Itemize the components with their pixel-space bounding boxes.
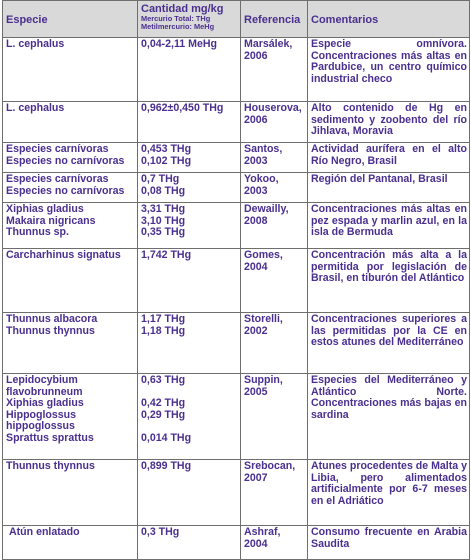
cell-comment: Concentraciones más altas en pez espada y marlin azul, en la isla de Bermuda: [308, 203, 470, 249]
cell-comment: Especies del Mediterráneo y Atlántico Norte. Concentraciones más bajas en sardina: [308, 374, 470, 460]
cell-species: [3, 313, 138, 374]
cell-quantity-line: 1,17 THg: [141, 313, 186, 325]
cell-reference-line: Houserova,: [244, 102, 302, 114]
cell-quantity: [138, 203, 241, 249]
table-row: [3, 374, 470, 460]
cell-reference-line: Srebocan,: [244, 460, 296, 472]
cell-quantity: [138, 38, 241, 102]
cell-quantity-line: 3,10 THg: [141, 214, 186, 227]
cell-reference-line: Dewailly,: [244, 203, 289, 215]
cell-reference-line: 2003: [244, 184, 268, 197]
cell-quantity: [138, 102, 241, 143]
cell-species-line: L. cephalus: [6, 38, 65, 50]
cell-species: [3, 249, 138, 313]
cell-quantity-line: 0,63 THg: [141, 374, 186, 386]
cell-quantity: [138, 249, 241, 313]
cell-species: [3, 173, 138, 203]
table-row: [3, 173, 470, 203]
cell-species-line: Xiphias gladius: [6, 203, 84, 215]
table-row: [3, 249, 470, 313]
cell-reference-line: 2008: [244, 214, 268, 227]
cell-comment: Región del Pantanal, Brasil: [308, 173, 470, 203]
cell-reference: [241, 374, 308, 460]
cell-species-line: Thunnus thynnus: [6, 324, 95, 337]
cell-reference-line: 2006: [244, 49, 268, 62]
cell-comment: Especie omnívora. Concentraciones más altas en Pardubice, un centro químico industrial checo: [308, 38, 470, 102]
cell-species: [3, 38, 138, 102]
cell-species-line: Hippoglossus: [6, 408, 77, 421]
cell-reference: [241, 460, 308, 526]
cell-quantity-line: 1,18 THg: [141, 324, 186, 337]
cell-reference-line: Suppin,: [244, 374, 283, 386]
cell-reference: [241, 143, 308, 173]
cell-species-line: Thunnus thynnus: [6, 460, 95, 472]
cell-quantity-line: 0,29 THg: [141, 408, 186, 421]
cell-species-line: Atún enlatado: [9, 526, 80, 538]
cell-reference: [241, 249, 308, 313]
header-quantity-title: Cantidad mg/kg: [141, 3, 224, 15]
cell-quantity: [138, 313, 241, 374]
table-body: [3, 38, 470, 560]
table-row: [3, 38, 470, 102]
cell-species: [3, 143, 138, 173]
cell-reference-line: Ashraf,: [244, 526, 281, 538]
cell-quantity: [138, 374, 241, 460]
cell-comment: Concentraciones superiores a las permitidas por la CE en estos atunes del Mediterráneo: [308, 313, 470, 374]
mercury-table: [2, 0, 470, 560]
cell-quantity: [138, 460, 241, 526]
table-row: [3, 102, 470, 143]
cell-quantity-line: 0,962±0,450 THg: [141, 102, 224, 114]
cell-comment: Concentración más alta a la permitida por legislación de Brasil, en tiburón del Atlántico: [308, 249, 470, 313]
cell-reference-line: Gomes,: [244, 249, 283, 261]
header-comments: Comentarios: [308, 1, 470, 38]
cell-quantity-line: 0,42 THg: [141, 397, 186, 410]
cell-species-line: Lepidocybium: [6, 374, 78, 386]
cell-species: [3, 460, 138, 526]
cell-reference-line: Santos,: [244, 143, 283, 155]
cell-reference: [241, 203, 308, 249]
cell-reference-line: 2007: [244, 471, 268, 484]
cell-quantity-line: 0,102 THg: [141, 154, 192, 167]
cell-species: [3, 374, 138, 460]
cell-quantity-line: 0,3 THg: [141, 526, 180, 538]
cell-quantity-line: 0,04-2,11 MeHg: [141, 38, 217, 50]
header-reference: Referencia: [241, 1, 308, 38]
header-species: Especie: [3, 1, 138, 38]
cell-quantity: [138, 143, 241, 173]
cell-quantity-line: 0,899 THg: [141, 460, 192, 472]
table-row: [3, 143, 470, 173]
cell-species-line: Especies carnívoras: [6, 173, 109, 185]
header-quantity-sub2: Metilmercurio: MeHg: [141, 22, 215, 32]
cell-species-line: Thunnus sp.: [6, 226, 69, 239]
cell-species-line: Especies no carnívoras: [6, 154, 125, 167]
cell-comment: Atunes procedentes de Malta y Libia, pero alimentados artificialmente por 6-7 meses en el Adriático: [308, 460, 470, 526]
cell-reference-line: 2004: [244, 260, 268, 273]
cell-species: [3, 102, 138, 143]
header-row: [3, 1, 470, 38]
cell-reference-line: Marsálek,: [244, 38, 293, 50]
cell-quantity-line: 0,08 THg: [141, 184, 186, 197]
header-quantity: [138, 1, 241, 38]
cell-species-line: L. cephalus: [6, 102, 65, 114]
header-quantity-sub1: Mercurio Total: THg: [141, 14, 211, 23]
cell-species-line: Sprattus sprattus: [6, 431, 94, 444]
cell-comment: Consumo frecuente en Arabia Saudita: [308, 526, 470, 560]
cell-species-line: Especies no carnívoras: [6, 184, 125, 197]
cell-reference: [241, 173, 308, 203]
cell-species: [3, 526, 138, 560]
cell-species-line: flavobrunneum: [6, 385, 83, 398]
cell-reference: [241, 102, 308, 143]
cell-comment: Actividad aurífera en el alto Río Negro, Brasil: [308, 143, 470, 173]
cell-reference-line: 2002: [244, 324, 268, 337]
cell-reference-line: 2004: [244, 537, 268, 550]
cell-quantity: [138, 173, 241, 203]
table-row: [3, 460, 470, 526]
table-row: [3, 313, 470, 374]
cell-species-line: Carcharhinus signatus: [6, 249, 121, 261]
cell-reference: [241, 526, 308, 560]
cell-quantity: [138, 526, 241, 560]
table-row: [3, 203, 470, 249]
cell-quantity-line: 3,31 THg: [141, 203, 186, 215]
cell-reference-line: 2003: [244, 154, 268, 167]
cell-species-line: hippoglossus: [6, 420, 75, 433]
cell-reference-line: 2006: [244, 113, 268, 126]
cell-quantity-line: 1,742 THg: [141, 249, 192, 261]
cell-quantity-line: 0,014 THg: [141, 431, 192, 444]
cell-quantity-line: 0,453 THg: [141, 143, 192, 155]
cell-species-line: Thunnus albacora: [6, 313, 98, 325]
cell-species-line: Xiphias gladius: [6, 397, 84, 410]
cell-species-line: Especies carnívoras: [6, 143, 109, 155]
cell-reference: [241, 313, 308, 374]
cell-reference-line: 2005: [244, 385, 268, 398]
cell-species: [3, 203, 138, 249]
cell-reference-line: Storelli,: [244, 313, 283, 325]
cell-comment: Alto contenido de Hg en sedimento y zoobento del río Jihlava, Moravia: [308, 102, 470, 143]
cell-quantity-line: 0,7 THg: [141, 173, 180, 185]
cell-reference-line: Yokoo,: [244, 173, 279, 185]
cell-quantity-line: 0,35 THg: [141, 226, 186, 239]
table-row: [3, 526, 470, 560]
cell-species-line: Makaira nigricans: [6, 214, 96, 227]
cell-reference: [241, 38, 308, 102]
